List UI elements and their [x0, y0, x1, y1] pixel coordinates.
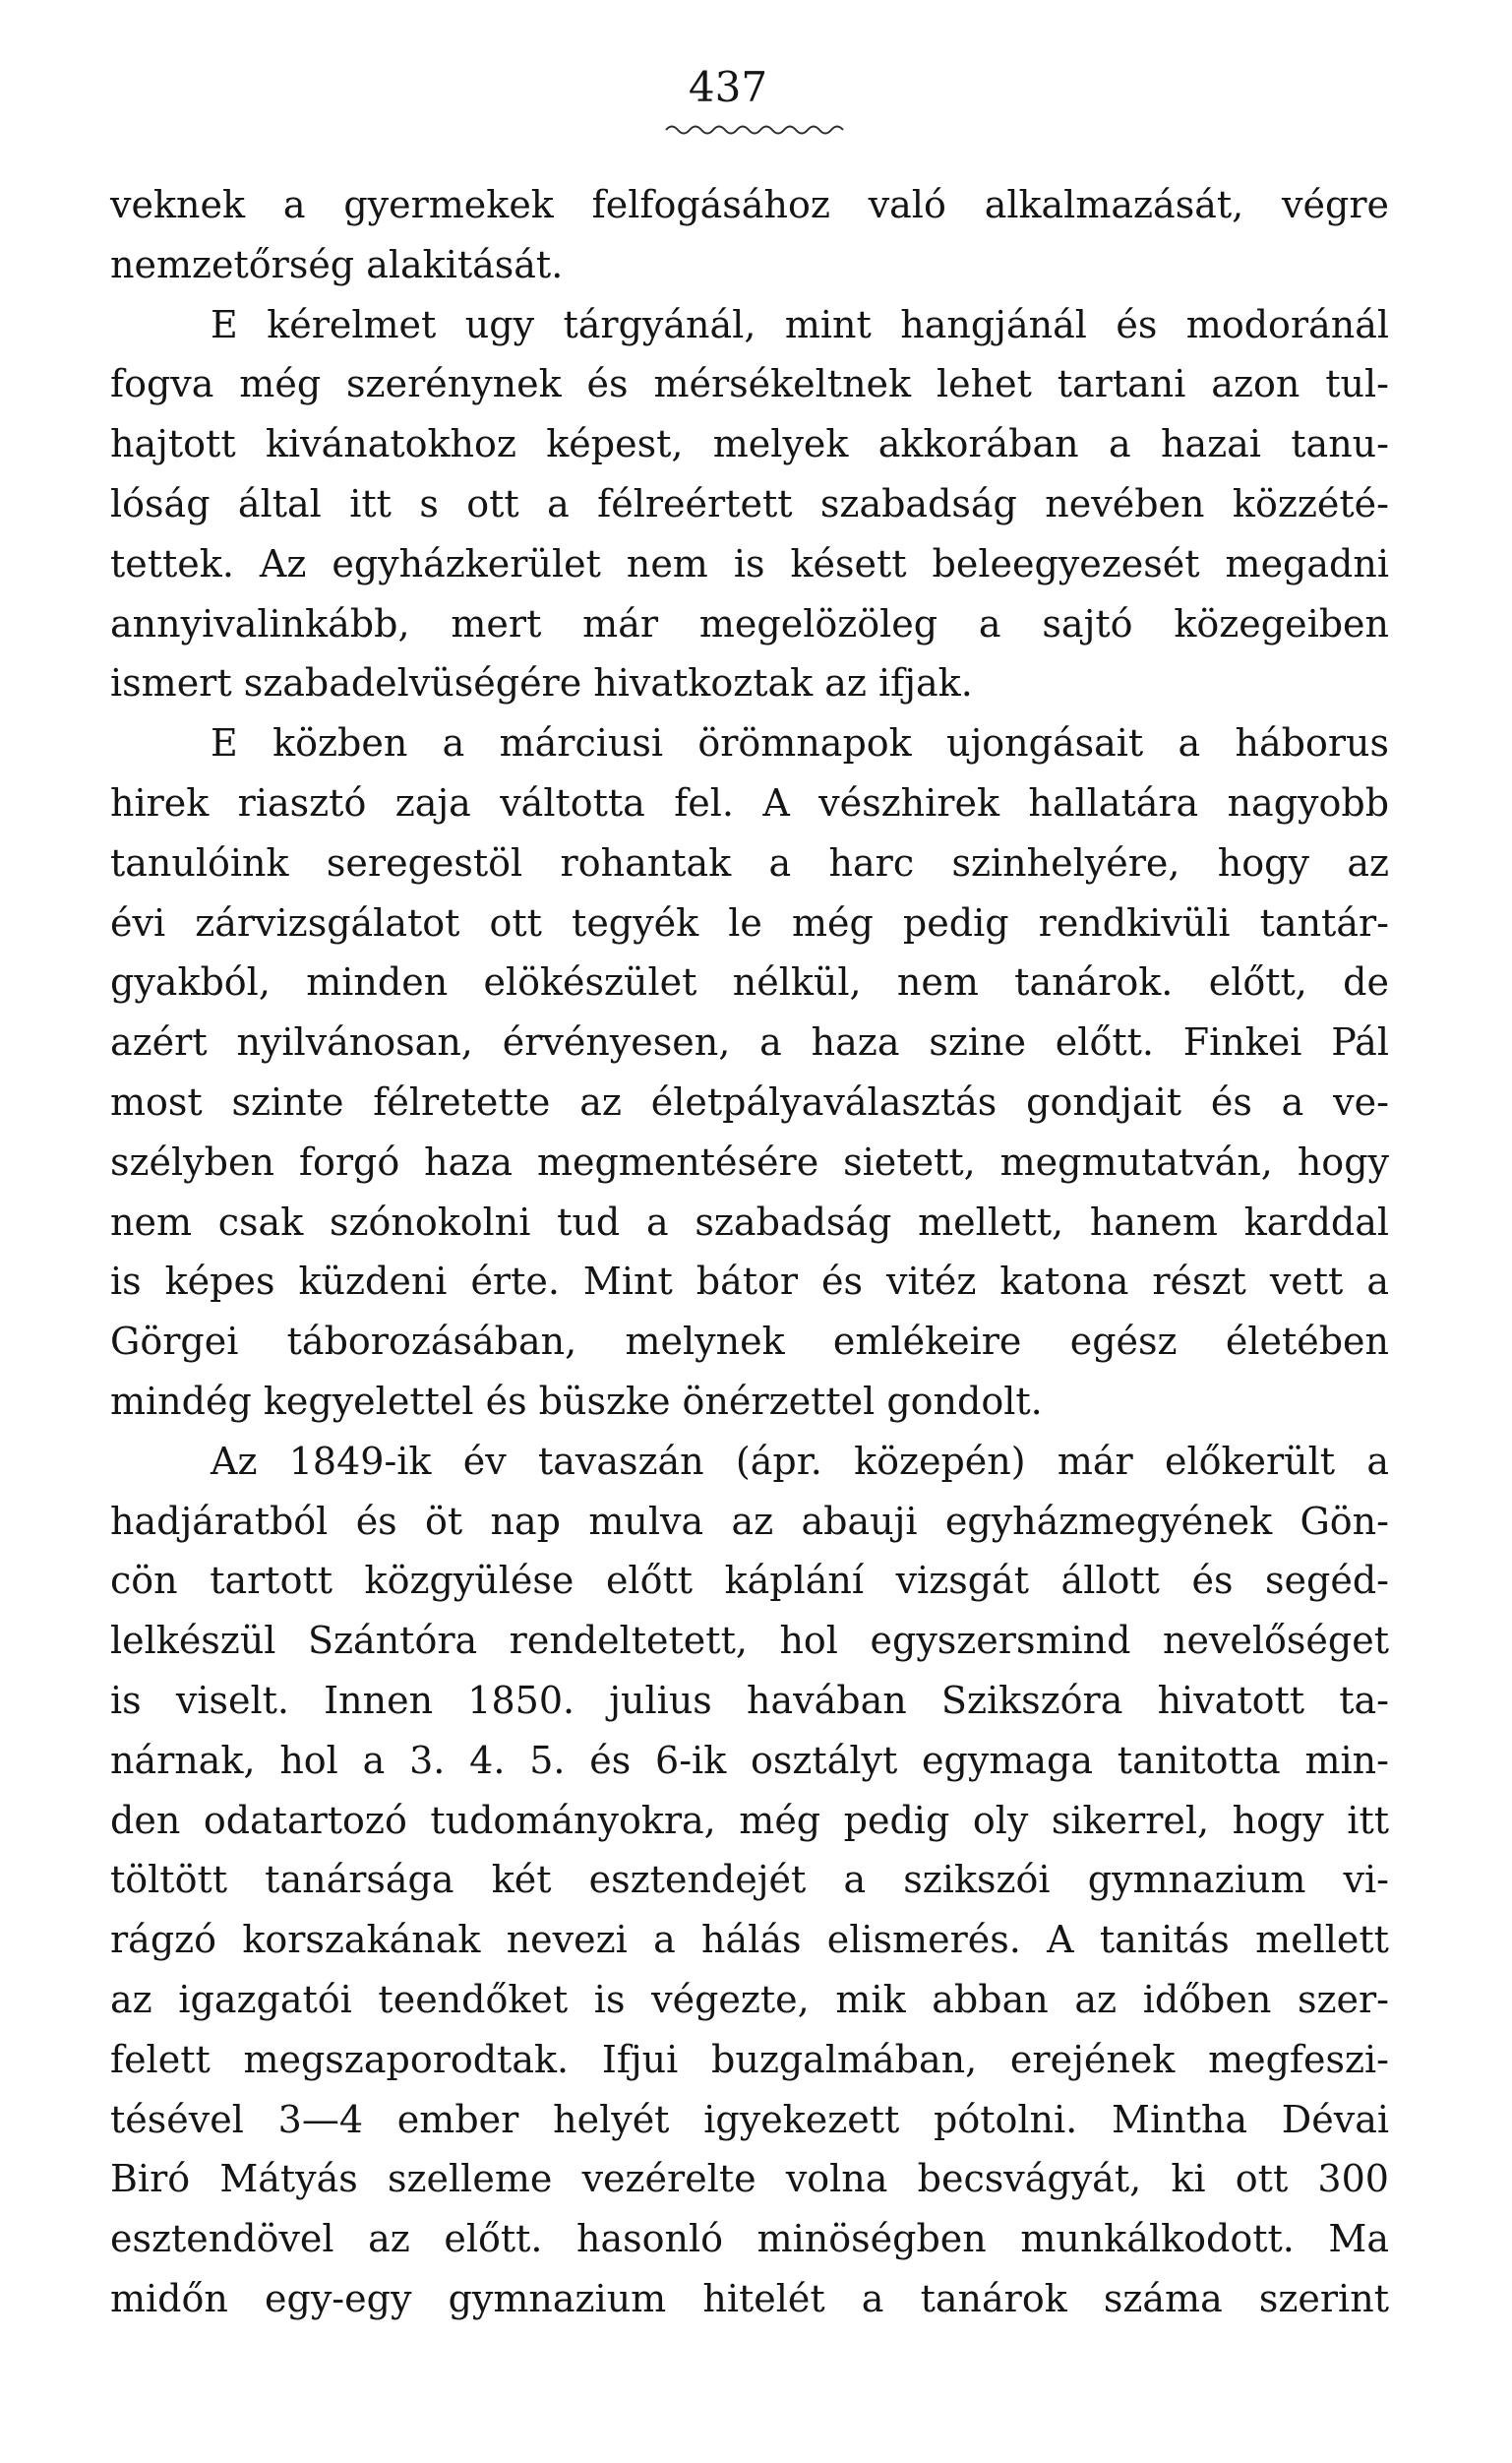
text-line [110, 2149, 1389, 2209]
text-line [110, 2269, 1389, 2329]
body-text [110, 175, 1389, 2329]
page-number-ornament [664, 120, 851, 138]
text-line-content: gyakból, minden elökészület nélkül, nem tanárok. előtt, de [110, 960, 1389, 1005]
text-line [110, 534, 1389, 594]
text-line [110, 1133, 1389, 1193]
text-line [110, 713, 1389, 773]
text-line-content: den odatartozó tudományokra, még pedig oly sikerrel, hogy itt [110, 1798, 1389, 1842]
text-line-content: rágzó korszakának nevezi a hálás elismerés. A tanitás mellett [110, 1918, 1389, 1962]
text-line-content: évi zárvizsgálatot ott tegyék le még pedig rendkivüli tantár- [110, 900, 1389, 945]
text-line [110, 1013, 1389, 1073]
text-line-content: Görgei táborozásában, melynek emlékeire egész életében [110, 1320, 1390, 1364]
text-line [110, 2209, 1389, 2269]
text-line [110, 1193, 1389, 1253]
text-line [110, 953, 1389, 1013]
text-line-content: mindég kegyelettel és büszke önérzettel gondolt. [110, 1379, 1043, 1423]
text-line [110, 1671, 1389, 1731]
text-line [110, 1910, 1389, 1970]
text-line-content: nem csak szónokolni tud a szabadság mellett, hanem karddal [110, 1200, 1390, 1244]
text-line [110, 474, 1389, 534]
text-line-content: hadjáratból és öt nap mulva az abauji egyházmegyének Gön- [110, 1499, 1389, 1543]
text-line [110, 354, 1389, 414]
text-line-content: lelkészül Szántóra rendeltetett, hol egyszersmind nevelőséget [110, 1619, 1390, 1663]
text-line [110, 175, 1389, 235]
text-line [110, 1073, 1389, 1133]
text-line-content: is képes küzdeni érte. Mint bátor és vitéz katona részt vett a [110, 1260, 1389, 1304]
text-line-content: az igazgatói teendőket is végezte, mik abban az időben szer- [110, 1977, 1390, 2021]
text-line-content: is viselt. Innen 1850. julius havában Szikszóra hivatott ta- [110, 1678, 1389, 1722]
text-line-content: szélyben forgó haza megmentésére sietett, megmutatván, hogy [110, 1139, 1389, 1184]
text-line-content: hirek riasztó zaja váltotta fel. A vészhirek hallatára nagyobb [110, 780, 1390, 825]
text-line [110, 2030, 1389, 2090]
text-line [110, 1611, 1389, 1671]
text-line-content: most szinte félretette az életpályaválasztás gondjait és a ve- [110, 1079, 1389, 1124]
text-line-content: E közben a márciusi örömnapok ujongásait a háborus [211, 721, 1390, 766]
text-line-content: nárnak, hol a 3. 4. 5. és 6-ik osztályt egymaga tanitotta min- [110, 1738, 1389, 1782]
text-line-content: tettek. Az egyházkerület nem is késett beleegyezesét megadni [110, 541, 1389, 585]
text-line [110, 1791, 1389, 1851]
text-line-content: Biró Mátyás szelleme vezérelte volna becsvágyát, ki ott 300 [110, 2157, 1389, 2201]
text-line-content: ismert szabadelvüségére hivatkoztak az ifjak. [110, 661, 973, 706]
page-number: 437 [688, 63, 768, 111]
text-line-content: nemzetőrség alakitását. [110, 242, 564, 286]
text-line [110, 773, 1389, 833]
text-line [110, 1372, 1389, 1432]
text-line [110, 1731, 1389, 1791]
text-line-content: töltött tanársága két esztendejét a szikszói gymnazium vi- [110, 1858, 1389, 1902]
text-line [110, 653, 1389, 713]
text-line-content: cön tartott közgyülése előtt káplání vizsgát állott és segéd- [110, 1559, 1390, 1603]
text-line [110, 594, 1389, 654]
text-line-content: Az 1849-ik év tavaszán (ápr. közepén) már előkerült a [211, 1439, 1390, 1483]
text-line-content: azért nyilvánosan, érvényesen, a haza szine előtt. Finkei Pál [110, 1020, 1389, 1065]
text-line-content: annyivalinkább, mert már megelözöleg a sajtó közegeiben [110, 601, 1390, 646]
text-line [110, 1551, 1389, 1611]
text-line [110, 235, 1389, 295]
text-line [110, 1492, 1389, 1552]
text-line-content: E kérelmet ugy tárgyánál, mint hangjánál és modoránál [211, 302, 1390, 346]
text-line [110, 1850, 1389, 1910]
text-line-content: felett megszaporodtak. Ifjui buzgalmában, erejének megfeszi- [110, 2037, 1389, 2081]
text-line [110, 1312, 1389, 1372]
text-line [110, 1252, 1389, 1312]
text-line [110, 2090, 1389, 2150]
text-line-content: tésével 3—4 ember helyét igyekezett pótolni. Mintha Dévai [110, 2097, 1390, 2141]
text-line-content: veknek a gyermekek felfogásához való alkalmazását, végre [110, 183, 1389, 226]
text-line [110, 414, 1389, 474]
text-line [110, 1970, 1389, 2030]
text-line-content: fogva még szerénynek és mérsékeltnek lehet tartani azon tul- [110, 362, 1389, 406]
text-line-content: tanulóink seregestöl rohantak a harc szinhelyére, hogy az [110, 840, 1390, 885]
text-line [110, 893, 1389, 954]
text-line-content: esztendövel az előtt. hasonló minöségben munkálkodott. Ma [110, 2217, 1389, 2261]
text-line [110, 295, 1389, 355]
text-line-content: lóság által itt s ott a félreértett szabadság nevében közzété- [110, 481, 1389, 525]
text-line [110, 833, 1389, 893]
text-line [110, 1432, 1389, 1492]
text-line-content: midőn egy-egy gymnazium hitelét a tanárok száma szerint [110, 2276, 1389, 2320]
text-line-content: hajtott kivánatokhoz képest, melyek akkorában a hazai tanu- [110, 422, 1389, 466]
